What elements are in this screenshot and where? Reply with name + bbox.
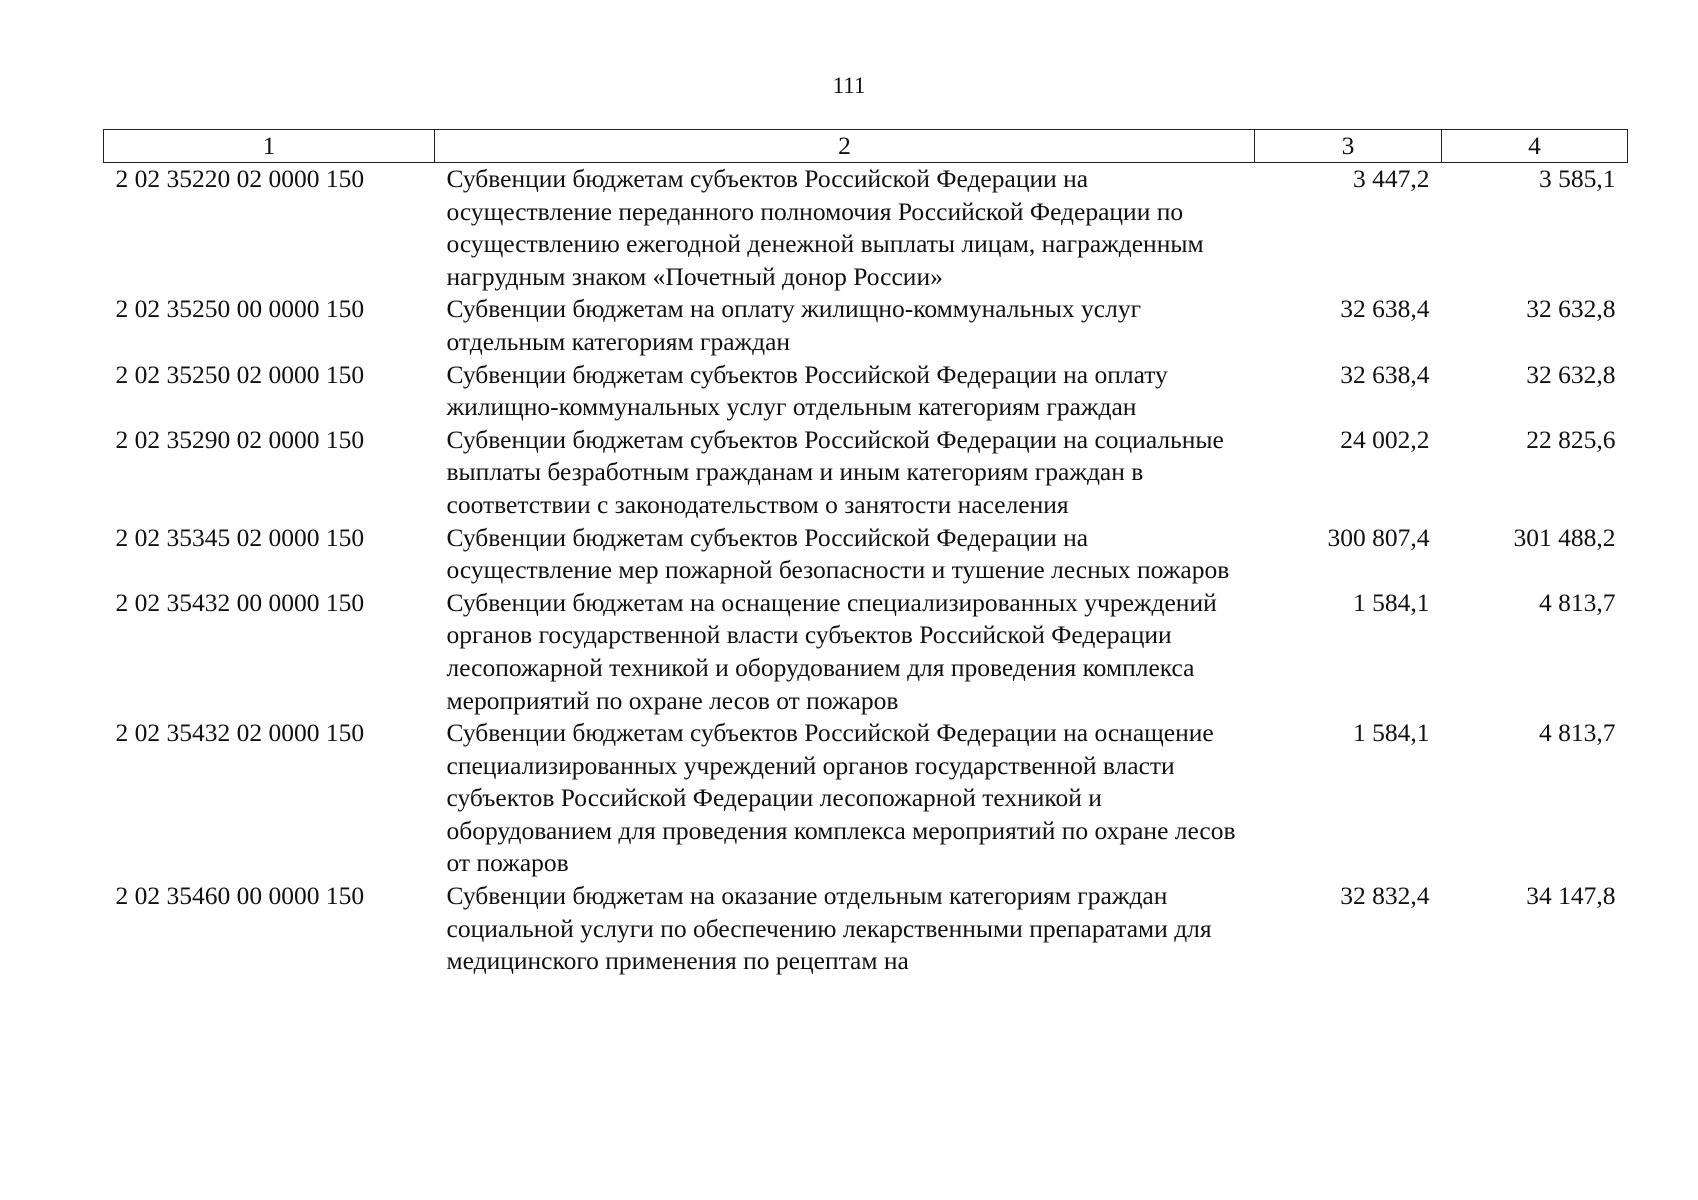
- description: Субвенции бюджетам на оснащение специализированных учреждений органов государственной власти субъектов Российской Федерации лесопожарной техникой и оборудованием для проведения комплекса мероприятий по охране лесов от пожаров: [446, 587, 1217, 715]
- value-column-4: 22 825,6: [1526, 424, 1616, 454]
- value-column-4: 32 632,8: [1526, 294, 1616, 324]
- value-column-4: 4 813,7: [1539, 587, 1616, 617]
- value-column-3: 1 584,1: [1353, 718, 1430, 748]
- value-column-4: 3 585,1: [1539, 164, 1616, 193]
- budget-code: 2 02 35290 02 0000 150: [115, 424, 365, 454]
- budget-code: 2 02 35432 02 0000 150: [115, 718, 365, 748]
- table-row: [104, 717, 1628, 880]
- value-column-3: 32 638,4: [1340, 294, 1430, 324]
- value-column-3: 24 002,2: [1340, 424, 1430, 454]
- table-row: [104, 424, 1628, 522]
- value-column-3: 32 832,4: [1340, 881, 1430, 911]
- description: Субвенции бюджетам на оказание отдельным категориям граждан социальной услуги по обеспечению лекарственными препаратами для медицинского применения по рецептам на: [446, 881, 1212, 976]
- value-column-4: 4 813,7: [1539, 718, 1616, 748]
- table-row: [104, 293, 1628, 358]
- budget-code: 2 02 35220 02 0000 150: [115, 164, 365, 193]
- budget-code: 2 02 35345 02 0000 150: [115, 522, 365, 552]
- table-body: [104, 163, 1628, 978]
- value-column-3: 300 807,4: [1327, 522, 1430, 552]
- description: Субвенции бюджетам субъектов Российской Федерации на оплату жилищно-коммунальных услуг отдельным категориям граждан: [446, 359, 1168, 422]
- table-row: [104, 880, 1628, 978]
- value-column-3: 1 584,1: [1353, 587, 1430, 617]
- table-row: [104, 587, 1628, 717]
- budget-table: [103, 129, 1628, 978]
- value-column-4: 301 488,2: [1513, 522, 1616, 552]
- table-row: [104, 522, 1628, 587]
- column-header-3: 3: [1255, 130, 1442, 163]
- value-column-4: 32 632,8: [1526, 359, 1616, 389]
- value-column-3: 3 447,2: [1353, 164, 1430, 193]
- description: Субвенции бюджетам субъектов Российской Федерации на осуществление переданного полномочия Российской Федерации по осуществлению ежегодной денежной выплаты лицам, награжденным нагрудным знаком «Почетный донор России»: [446, 164, 1204, 291]
- description: Субвенции бюджетам субъектов Российской Федерации на осуществление мер пожарной безопасности и тушение лесных пожаров: [446, 522, 1230, 585]
- value-column-3: 32 638,4: [1340, 359, 1430, 389]
- description: Субвенции бюджетам субъектов Российской Федерации на социальные выплаты безработным гражданам и иным категориям граждан в соответствии с законодательством о занятости населения: [446, 424, 1224, 519]
- page-number: 111: [832, 73, 866, 98]
- column-header-2: 2: [435, 130, 1255, 163]
- column-header-4: 4: [1442, 130, 1628, 163]
- description: Субвенции бюджетам субъектов Российской Федерации на оснащение специализированных учреждений органов государственной власти субъектов Российской Федерации лесопожарной техникой и оборудованием для проведения комплекса мероприятий по охране лесов от пожаров: [446, 718, 1236, 878]
- header-row: [104, 130, 1628, 163]
- description: Субвенции бюджетам на оплату жилищно-коммунальных услуг отдельным категориям граждан: [446, 294, 1142, 356]
- budget-code: 2 02 35432 00 0000 150: [115, 587, 365, 617]
- value-column-4: 34 147,8: [1526, 881, 1616, 911]
- budget-code: 2 02 35460 00 0000 150: [115, 881, 365, 911]
- table-row: [104, 359, 1628, 424]
- table-header: [104, 130, 1628, 163]
- budget-code: 2 02 35250 02 0000 150: [115, 359, 365, 389]
- budget-code: 2 02 35250 00 0000 150: [115, 294, 365, 324]
- column-header-1: 1: [104, 130, 435, 163]
- table-row: [104, 163, 1628, 294]
